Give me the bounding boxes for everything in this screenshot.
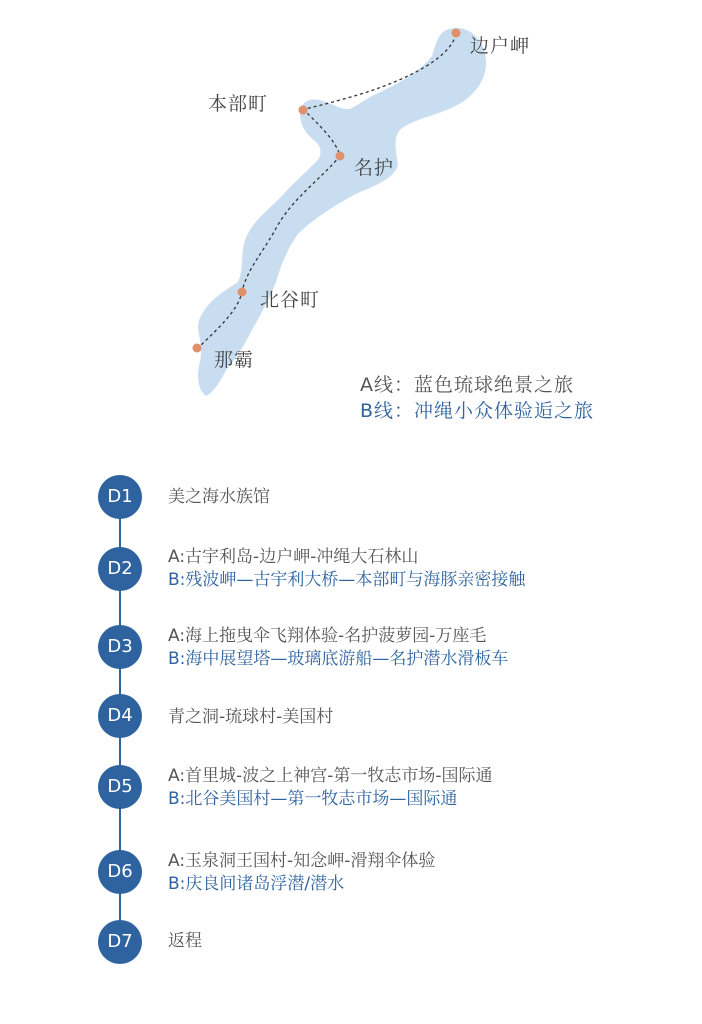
day-text-d7: 返程 [168,931,202,951]
day-badge-d1: D1 [98,475,142,519]
day-badge-d2: D2 [98,547,142,591]
day-badge-d4: D4 [98,694,142,738]
stop-bianhu [452,29,461,38]
day-text-d6-route-b: B:庆良间诸岛浮潜/潜水 [168,874,345,894]
legend-route-b: B线：冲绳小众体验逅之旅 [360,400,595,422]
day-text-d4: 青之洞-琉球村-美国村 [168,707,334,727]
day-badge-d5: D5 [98,765,142,809]
stop-benbu [299,106,308,115]
okinawa-island-shape [198,28,486,396]
day-text-d1: 美之海水族馆 [168,487,270,507]
place-label-bianhu: 边户岬 [470,35,531,57]
place-label-naba: 那霸 [214,349,255,371]
day-badge-d7: D7 [98,920,142,964]
day-text-d5-route-b: B:北谷美国村—第一牧志市场—国际通 [168,789,458,809]
place-label-beigu: 北谷町 [260,289,321,311]
stop-naba [193,344,202,353]
stop-minghu [336,152,345,161]
day-text-d5-route-a: A:首里城-波之上神宫-第一牧志市场-国际通 [168,766,493,786]
day-badge-d6: D6 [98,850,142,894]
place-label-minghu: 名护 [354,157,395,179]
day-text-d2-route-b: B:残波岬—古宇利大桥—本部町与海豚亲密接触 [168,570,526,590]
day-text-d3-route-b: B:海中展望塔—玻璃底游船—名护潜水滑板车 [168,649,509,669]
day-badge-d3: D3 [98,625,142,669]
stop-beigu [238,288,247,297]
day-text-d3-route-a: A:海上拖曳伞飞翔体验-名护菠萝园-万座毛 [168,626,487,646]
place-label-benbu: 本部町 [208,93,269,115]
okinawa-route-map [0,0,702,440]
legend-route-a: A线：蓝色琉球绝景之旅 [360,374,574,396]
day-text-d2-route-a: A:古宇利岛-边户岬-冲绳大石林山 [168,547,419,567]
day-text-d6-route-a: A:玉泉洞王国村-知念岬-滑翔伞体验 [168,851,436,871]
